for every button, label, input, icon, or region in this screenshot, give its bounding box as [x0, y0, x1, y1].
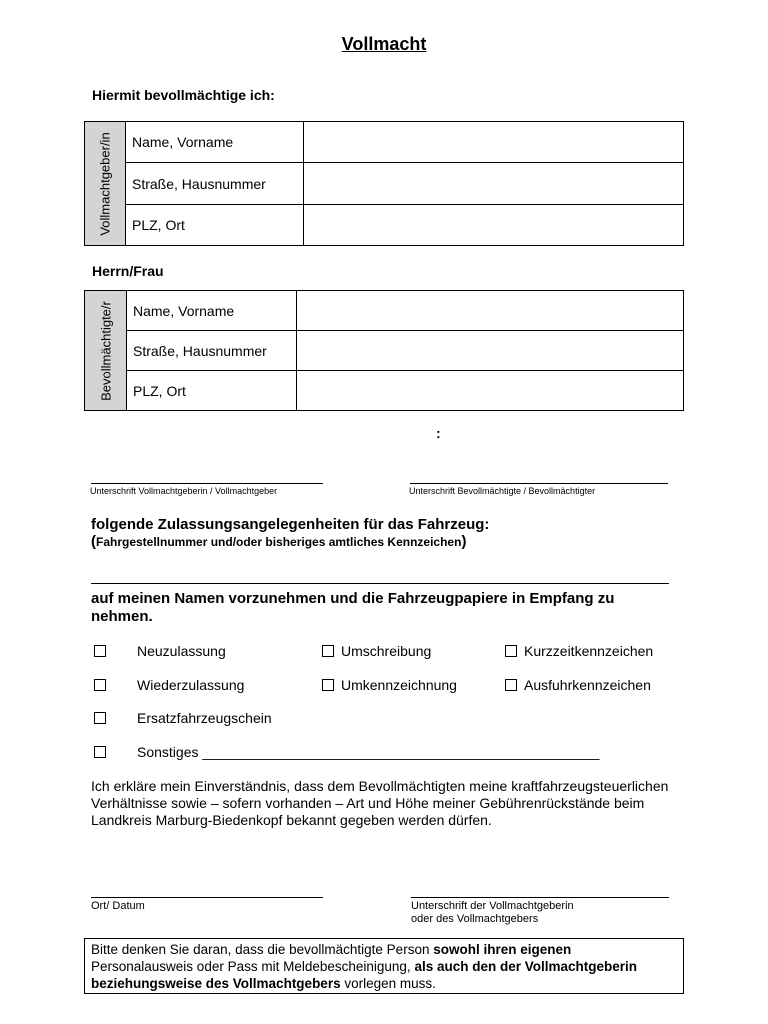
- agent-city-field[interactable]: [297, 371, 684, 411]
- kurzzeitkennzeichen-label: Kurzzeitkennzeichen: [524, 643, 654, 659]
- umkennzeichnung-checkbox[interactable]: [322, 679, 334, 691]
- grantor-final-caption-line2: oder des Vollmachtgebers: [411, 913, 539, 925]
- agent-name-label: Name, Vorname: [127, 291, 297, 331]
- agent-side-label: Bevollmächtigte/r: [98, 300, 113, 401]
- agent-name-field[interactable]: [297, 291, 684, 331]
- vehicle-purpose: [91, 590, 614, 626]
- agent-signature-line[interactable]: [410, 483, 668, 484]
- ausfuhrkennzeichen-label: Ausfuhrkennzeichen: [524, 677, 651, 693]
- grantor-city-field[interactable]: [304, 205, 684, 246]
- grantor-final-signature-caption: [411, 900, 574, 926]
- sonstiges-checkbox[interactable]: [94, 746, 106, 758]
- agent-street-label: Straße, Hausnummer: [127, 331, 297, 371]
- grantor-side-label-cell: [85, 122, 126, 246]
- vehicle-purpose-line2: nehmen.: [91, 608, 153, 625]
- grantor-street-field[interactable]: [304, 163, 684, 205]
- grantor-name-field[interactable]: [304, 122, 684, 163]
- wiederzulassung-checkbox[interactable]: [94, 679, 106, 691]
- vehicle-hint: [91, 533, 466, 550]
- umschreibung-checkbox[interactable]: [322, 645, 334, 657]
- notice-part2: sowohl ihren eigenen: [433, 942, 572, 957]
- intro-text: Hiermit bevollmächtige ich:: [92, 87, 275, 103]
- grantor-city-label: PLZ, Ort: [126, 205, 304, 246]
- umschreibung-label: Umschreibung: [341, 643, 432, 659]
- consent-text: Ich erkläre mein Einverständnis, dass dem Bevollmächtigten meine kraftfahrzeugsteuerlichen Verhältnisse sowie – sofern vorhanden – Art und Höhe meiner Gebührenrückstände beim Landkreis Marburg-Biedenkopf bekannt gegeben werden dürfen.: [91, 778, 669, 828]
- grantor-signature-caption: Unterschrift Vollmachtgeberin / Vollmachtgeber: [90, 486, 278, 496]
- page-title: Vollmacht: [341, 34, 427, 54]
- neuzulassung-checkbox[interactable]: [94, 645, 106, 657]
- vehicle-id-line[interactable]: [91, 583, 669, 584]
- ersatzfahrzeugschein-label: Ersatzfahrzeugschein: [137, 710, 272, 726]
- grantor-side-label: Vollmachtgeber/in: [97, 131, 113, 236]
- vehicle-purpose-line1: auf meinen Namen vorzunehmen und die Fahrzeugpapiere in Empfang zu: [91, 590, 615, 607]
- place-date-caption: Ort/ Datum: [91, 900, 145, 912]
- notice-part5: vorlegen muss.: [340, 976, 436, 991]
- notice-part3: Personalausweis oder Pass mit Meldebescheinigung,: [91, 959, 415, 974]
- agent-table: [84, 290, 684, 411]
- sonstiges-label: Sonstiges ___________________________________________________: [137, 744, 600, 760]
- agent-signature-caption: Unterschrift Bevollmächtigte / Bevollmächtigter: [409, 486, 596, 496]
- salutation-label: Herrn/Frau: [92, 263, 164, 279]
- ersatzfahrzeugschein-checkbox[interactable]: [94, 712, 106, 724]
- colon-mark: :: [436, 425, 441, 441]
- neuzulassung-label: Neuzulassung: [137, 643, 226, 659]
- agent-street-field[interactable]: [297, 331, 684, 371]
- vehicle-hint-open-paren: (: [91, 533, 96, 550]
- notice-part1: Bitte denken Sie daran, dass die bevollmächtigte Person: [91, 942, 434, 957]
- ausfuhrkennzeichen-checkbox[interactable]: [505, 679, 517, 691]
- vehicle-heading: folgende Zulassungsangelegenheiten für das Fahrzeug:: [91, 516, 490, 533]
- wiederzulassung-label: Wiederzulassung: [137, 677, 245, 693]
- grantor-final-signature-line[interactable]: [411, 897, 669, 898]
- grantor-street-label: Straße, Hausnummer: [126, 163, 304, 205]
- grantor-signature-line[interactable]: [91, 483, 323, 484]
- grantor-name-label: Name, Vorname: [126, 122, 304, 163]
- notice-box: [84, 938, 684, 994]
- notice-part4: als auch den der Vollmachtgeberin beziehungsweise des Vollmachtgebers: [91, 959, 637, 991]
- vehicle-hint-text: Fahrgestellnummer und/oder bisheriges amtliches Kennzeichen: [96, 535, 462, 549]
- agent-city-label: PLZ, Ort: [127, 371, 297, 411]
- place-date-line[interactable]: [91, 897, 323, 898]
- vehicle-hint-close-paren: ): [461, 533, 467, 550]
- grantor-table: [84, 121, 684, 246]
- grantor-final-caption-line1: Unterschrift der Vollmachtgeberin: [411, 900, 574, 912]
- kurzzeitkennzeichen-checkbox[interactable]: [505, 645, 517, 657]
- agent-side-label-cell: [85, 291, 127, 411]
- umkennzeichnung-label: Umkennzeichnung: [341, 677, 457, 693]
